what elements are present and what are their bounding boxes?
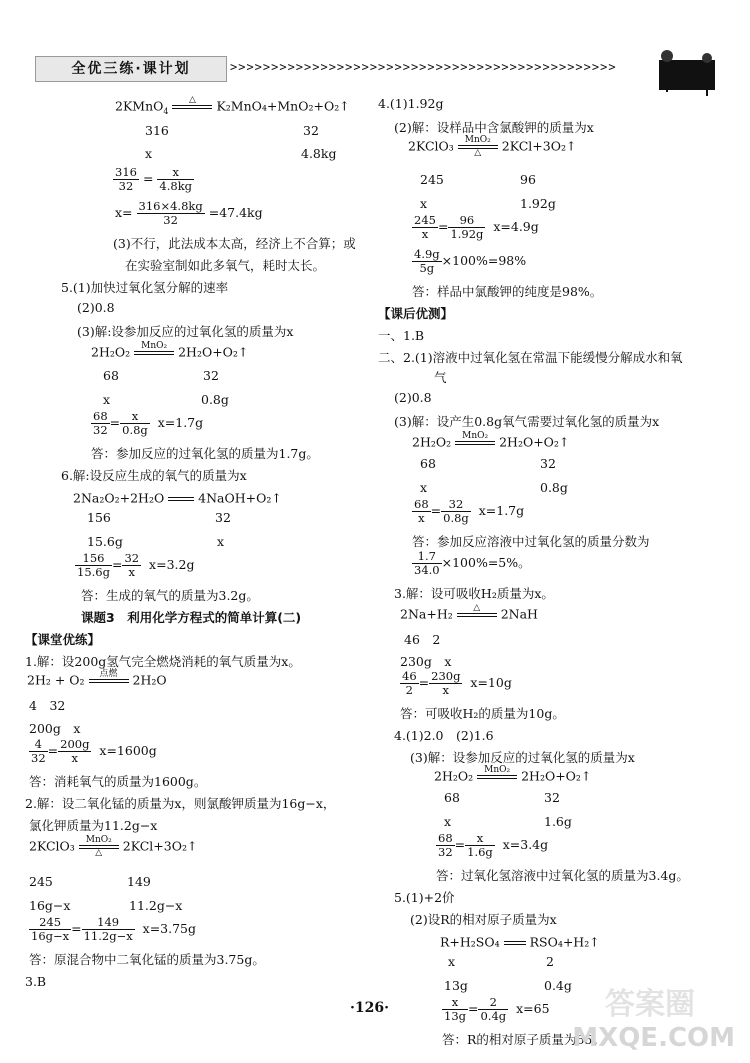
answer-text: (3)解：设参加反应的过氧化氢的质量为x: [410, 750, 635, 765]
question-4: 4.(1)1.92g: [378, 96, 444, 111]
watermark-logo: 答案圈: [605, 987, 695, 1022]
question-2: 2.解：设二氧化锰的质量为x，则氯酸钾质量为16g−x，: [25, 796, 336, 811]
question-5: 5.(1)+2价: [394, 890, 455, 905]
question-2: 二、2.(1)溶液中过氧化氢在常温下能缓慢分解成水和氧: [378, 350, 683, 365]
answer-text: 答：R的相对原子质量为65。: [442, 1032, 605, 1047]
proportion-5: $\frac{245}{16g-x}$ = $\frac{149}{11.2g-x}$ x=3.75g: [31, 915, 197, 943]
equation-kmno4: 2KMnO$_4$ △ K₂MnO₄+MnO₂+O₂↑: [115, 95, 350, 116]
answer-text: (2)解：设样品中含氯酸钾的质量为x: [394, 120, 594, 135]
quantity-b: 1.6g: [544, 814, 572, 829]
header-decoration-icon: [653, 48, 715, 98]
quantity-b: 0.4g: [544, 978, 572, 993]
quantity-a: x: [145, 146, 153, 161]
question-1: 一、1.B: [378, 328, 425, 343]
answer-text: 在实验室制如此多氧气，耗时太长。: [125, 258, 326, 273]
mass-ratio: 4 32: [29, 698, 66, 713]
mass-ratio-a: 316: [145, 123, 169, 138]
answer-text: (3)解：设产生0.8g氧气需要过氧化氢的质量为x: [394, 414, 660, 429]
mass-ratio-a: 68: [444, 790, 460, 805]
answer-text: (2)0.8: [77, 300, 115, 315]
quantity-a: x: [420, 480, 428, 495]
proportion-4: $\frac{4}{32}$ = $\frac{200g}{x}$ x=1600g: [31, 737, 157, 765]
answer-text: 答：参加反应的过氧化氢的质量为1.7g。: [91, 446, 319, 461]
equation-nah: 2Na+H₂ △ 2NaH: [400, 603, 538, 622]
header-arrows: >>>>>>>>>>>>>>>>>>>>>>>>>>>>>>>>>>>>>>>>>>>>>>>: [230, 60, 617, 74]
percent-calc: $\frac{1.7}{34.0}$ ×100%=5%。: [414, 549, 531, 577]
proportion-r5: $\frac{x}{13g}$ = $\frac{2}{0.4g}$ x=65: [444, 995, 550, 1023]
equation-kclo3: 2KClO₃ MnO₂ △ 2KCl+3O₂↑: [408, 135, 577, 158]
answer-text: 答：参加反应溶液中过氧化氢的质量分数为: [412, 534, 650, 549]
mass-ratio-a: 245: [420, 172, 444, 187]
answer-text: 答：原混合物中二氧化锰的质量为3.75g。: [29, 952, 265, 967]
answer-text: 答：样品中氯酸钾的纯度是98%。: [412, 284, 603, 299]
answer-text: (3)解:设参加反应的过氧化氢的质量为x: [77, 324, 294, 339]
mass-ratio-b: 96: [520, 172, 536, 187]
answer-text: 氯化钾质量为11.2g−x: [29, 818, 158, 833]
equation-h2-combustion: 2H₂ + O₂ 点燃 2H₂O: [27, 669, 167, 688]
answer-text: (2)0.8: [394, 390, 432, 405]
purity-calc: $\frac{4.9g}{5g}$ ×100%=98%: [414, 247, 527, 275]
watermark-url: MXQE.COM: [572, 1023, 735, 1053]
quantity-b: x: [217, 534, 225, 549]
quantity-b: 11.2g−x: [129, 898, 183, 913]
question-1: 1.解：设200g氢气完全燃烧消耗的氧气质量为x。: [25, 654, 301, 669]
proportion-r3: $\frac{46}{2}$ = $\frac{230g}{x}$ x=10g: [402, 669, 512, 697]
mass-ratio-b: 32: [540, 456, 556, 471]
mass-ratio-b: 2: [546, 954, 554, 969]
question-3: 3.B: [25, 974, 47, 989]
equation-na2o2: 2Na₂O₂+2H₂O 4NaOH+O₂↑: [73, 490, 282, 506]
proportion-2: $\frac{68}{32}$ = $\frac{x}{0.8g}$ x=1.7g: [93, 409, 204, 437]
equation-h2o2: 2H₂O₂ MnO₂ 2H₂O+O₂↑: [412, 431, 570, 450]
answer-text: 答：生成的氧气的质量为3.2g。: [81, 588, 259, 603]
mass-ratio-a: x: [448, 954, 456, 969]
quantity-b: 0.8g: [540, 480, 568, 495]
mass-ratio-b: 32: [215, 510, 231, 525]
proportion-r2: $\frac{68}{x}$ = $\frac{32}{0.8g}$ x=1.7g: [414, 497, 525, 525]
equation-rso4: R+H₂SO₄ RSO₄+H₂↑: [440, 934, 600, 950]
answer-text: (2)设R的相对原子质量为x: [410, 912, 557, 927]
quantity-a: 15.6g: [87, 534, 123, 549]
equation-kclo3: 2KClO₃ MnO₂ △ 2KCl+3O₂↑: [29, 835, 198, 858]
answer-text: (3)不行，此法成本太高，经济上不合算；或: [113, 236, 356, 251]
question-3: 3.解：设可吸收H₂质量为x。: [394, 586, 554, 601]
page-header: [25, 48, 725, 80]
answer-text: 气: [434, 370, 447, 385]
question-5: 5.(1)加快过氧化氢分解的速率: [61, 280, 229, 295]
mass-ratio-b: 32: [203, 368, 219, 383]
quantity-b: 0.8g: [201, 392, 229, 407]
equation-h2o2-b: 2H₂O₂ MnO₂ 2H₂O+O₂↑: [434, 765, 592, 784]
page-number: ·126·: [350, 1000, 389, 1016]
answer-text: 答：消耗氧气的质量为1600g。: [29, 774, 207, 789]
quantity-a: 16g−x: [29, 898, 71, 913]
mass-ratio: 46 2: [404, 632, 441, 647]
quantity-a: x: [420, 196, 428, 211]
quantity-a: x: [444, 814, 452, 829]
quantity-b: 4.8kg: [301, 146, 337, 161]
proportion-r1: $\frac{245}{x}$ = $\frac{96}{1.92g}$ x=4.9g: [414, 213, 539, 241]
quantity: 230g x: [400, 654, 452, 669]
series-brand: 全优三练·课计划: [35, 56, 227, 82]
mass-ratio-a: 68: [103, 368, 119, 383]
quantity-a: x: [103, 392, 111, 407]
proportion-r4: $\frac{68}{32}$ = $\frac{x}{1.6g}$ x=3.4g: [438, 831, 549, 859]
mass-ratio-b: 32: [544, 790, 560, 805]
equation-h2o2: 2H₂O₂ MnO₂ 2H₂O+O₂↑: [91, 341, 249, 360]
section-heading: 【课后优测】: [378, 306, 454, 321]
question-6: 6.解:设反应生成的氧气的质量为x: [61, 468, 247, 483]
mass-ratio-a: 245: [29, 874, 53, 889]
mass-ratio-a: 156: [87, 510, 111, 525]
solution-1: x= $\frac{316\times 4.8kg}{32}$ =47.4kg: [115, 199, 263, 227]
mass-ratio-b: 32: [303, 123, 319, 138]
mass-ratio-a: 68: [420, 456, 436, 471]
proportion-1: $\frac{316}{32}$ = $\frac{x}{4.8kg}$: [115, 165, 193, 193]
quantity-b: 1.92g: [520, 196, 556, 211]
section-title: 课题3 利用化学方程式的简单计算(二): [81, 610, 302, 625]
section-heading: 【课堂优练】: [25, 632, 101, 647]
answer-text: 答：过氧化氢溶液中过氧化氢的质量为3.4g。: [436, 868, 689, 883]
quantity-a: 13g: [444, 978, 468, 993]
mass-ratio-b: 149: [127, 874, 151, 889]
answer-text: 答：可吸收H₂的质量为10g。: [400, 706, 565, 721]
question-4: 4.(1)2.0 (2)1.6: [394, 728, 494, 743]
quantity: 200g x: [29, 721, 81, 736]
proportion-3: $\frac{156}{15.6g}$ = $\frac{32}{x}$ x=3.2g: [77, 551, 195, 579]
